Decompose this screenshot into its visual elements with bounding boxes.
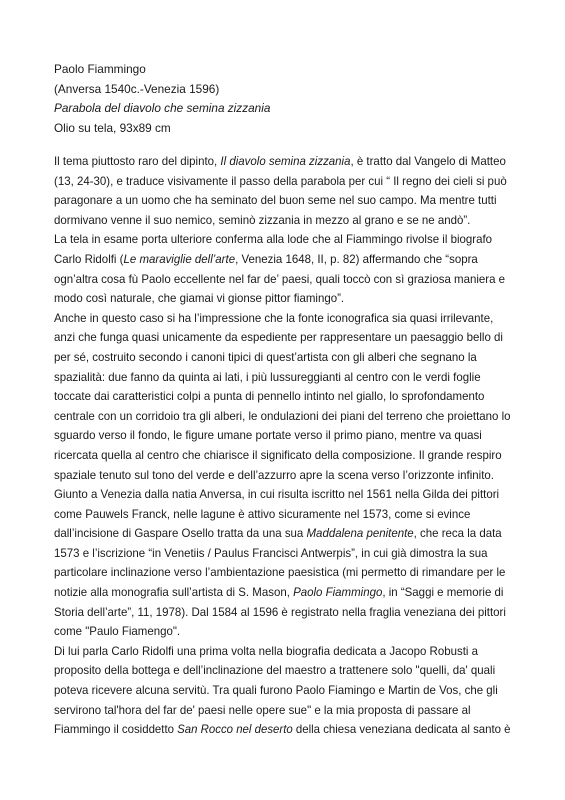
text-segment: ricercata quella al centro che chiarisce il significato della composizione. Il grande respiro [54,447,502,462]
text-line [54,368,511,388]
text-line [54,524,511,544]
italic-text-segment: Paolo Fiammingo [293,585,383,600]
text-line [54,172,511,192]
text-segment: Storia dell’arte”, 11, 1978). Dal 1584 al 1596 è registrato nella fraglia veneziana dei pittori [54,604,506,619]
text-line [54,250,511,270]
text-line [54,466,511,486]
text-segment: , Venezia 1648, II, p. 82) affermando che “sopra [235,251,478,266]
text-segment: servirono tal'hora del far de' paesi nelle opere sue" e la mia proposta di passare al [54,702,471,717]
text-segment: La tela in esame porta ulteriore conferma alla lode che al Fiammingo rivolse il biografo [54,232,493,247]
text-segment: spaziale tenuto sul tono del verde e dell’azzurro apre la scena verso l’orizzonte infinito. [54,467,494,482]
text-segment: , che reca la data [413,526,502,541]
text-line [54,583,511,603]
text-line [54,485,511,505]
text-line [54,270,511,290]
text-line [54,191,511,211]
text-segment: Il tema piuttosto raro del dipinto, [54,154,221,168]
italic-text-segment: Il diavolo semina zizzania [220,154,351,168]
text-segment: notizie alla monografia sull’artista di S. Mason, [54,585,294,600]
artwork-header [54,60,524,138]
text-line [54,328,511,348]
text-segment: Fiammingo il cosiddetto [54,722,178,737]
text-line [54,446,511,466]
text-segment: Di lui parla Carlo Ridolfi una prima volta nella biografia dedicata a Jacopo Robusti a [54,643,479,658]
text-line [54,544,511,564]
text-segment: modo così naturale, che giamai vi gionse pittor fiamingo”. [54,291,345,306]
text-segment: sguardo verso il fondo, le figure umane portate verso il primo piano, mentre va quasi [54,428,482,443]
text-segment: della chiesa veneziana dedicata al santo è [292,722,511,737]
text-line [54,661,511,681]
author-dates: (Anversa 1540c.-Venezia 1596) [54,81,220,96]
text-line [54,642,511,662]
text-line [54,505,511,525]
text-line [54,230,511,250]
text-segment: Carlo Ridolfi ( [54,251,124,266]
text-segment: Giunto a Venezia dalla natia Anversa, in cui risulta iscritto nel 1561 nella Gilda dei pittori [54,487,500,502]
text-segment: dormivano venne il suo nemico, seminò zizzania in mezzo al grano e se ne andò”. [54,212,471,227]
text-line [54,622,511,642]
text-segment: (13, 24-30), e traduce visivamente il passo della parabola per cui “ Il regno dei cieli si può [54,173,507,188]
text-segment: 1573 e l’iscrizione “in Venetiis / Paulus Francisci Antwerpis”, in cui già dimostra la sua [54,545,488,560]
text-segment: ogn’altra cosa fù Paolo eccellente nel far de’ paesi, quali toccò con sì graziosa maniera e [54,271,506,286]
text-line [54,407,511,427]
author-name: Paolo Fiammingo [54,62,146,76]
text-segment: centrale con un corridoio tra gli alberi, le ondulazioni dei piani del terreno che proiettano lo [54,408,511,423]
text-line [54,603,511,623]
text-line [54,289,511,309]
italic-text-segment: Maddalena penitente [306,526,414,541]
text-segment: spazialità: due fanno da quinta ai lati, i più lussureggianti al centro con le verdi foglie [54,369,481,384]
text-segment: paragonare a un uomo che ha seminato del buon seme nel suo campo. Ma mentre tutti [54,193,497,208]
text-segment: proposito della bottega e dell’inclinazione del maestro a trattenere solo "quelli, da' quali [54,663,496,678]
text-line [54,426,511,446]
text-segment: , in “Saggi e memorie di [382,585,504,600]
text-line [54,681,511,701]
text-segment: particolare inclinazione verso l’ambientazione paesistica (mi permetto di rimandare per le [54,565,506,580]
text-segment: come Pauwels Franck, nelle lagune è attivo sicuramente nel 1573, come si evince [54,506,471,521]
text-segment: Anche in questo caso si ha l’impressione che la fonte iconografica sia quasi irrilevante, [54,310,494,325]
artwork-medium: Olio su tela, 93x89 cm [54,120,171,135]
text-line [54,309,511,329]
text-line [54,152,511,172]
text-segment: poteva ricevere alcuna servitù. Tra quali furono Paolo Fiamingo e Martin de Vos, che gli [54,683,498,698]
text-line [54,211,511,231]
body-text [54,152,524,740]
artwork-title: Parabola del diavolo che semina zizzania [54,101,271,116]
italic-text-segment: San Rocco nel deserto [177,722,293,737]
text-segment: dall’incisione di Gaspare Osello tratta da una sua [54,526,307,541]
text-line [54,348,511,368]
text-line [54,563,511,583]
text-segment: per sé, costruito secondo i canoni tipici di quest’artista con gli alberi che segnano la [54,349,477,364]
text-segment: toccate dai caratteristici colpi a punta di pennello intinto nel giallo, lo sprofondamento [54,389,485,404]
text-segment: , è tratto dal Vangelo di Matteo [350,154,506,168]
text-line [54,720,509,740]
text-segment: anzi che funga quasi unicamente da espediente per rappresentare un paesaggio bello di [54,330,503,345]
italic-text-segment: Le maraviglie dell’arte [123,251,236,266]
text-segment: come "Paulo Fiamengo". [54,624,181,639]
text-line [54,701,511,721]
text-line [54,387,511,407]
